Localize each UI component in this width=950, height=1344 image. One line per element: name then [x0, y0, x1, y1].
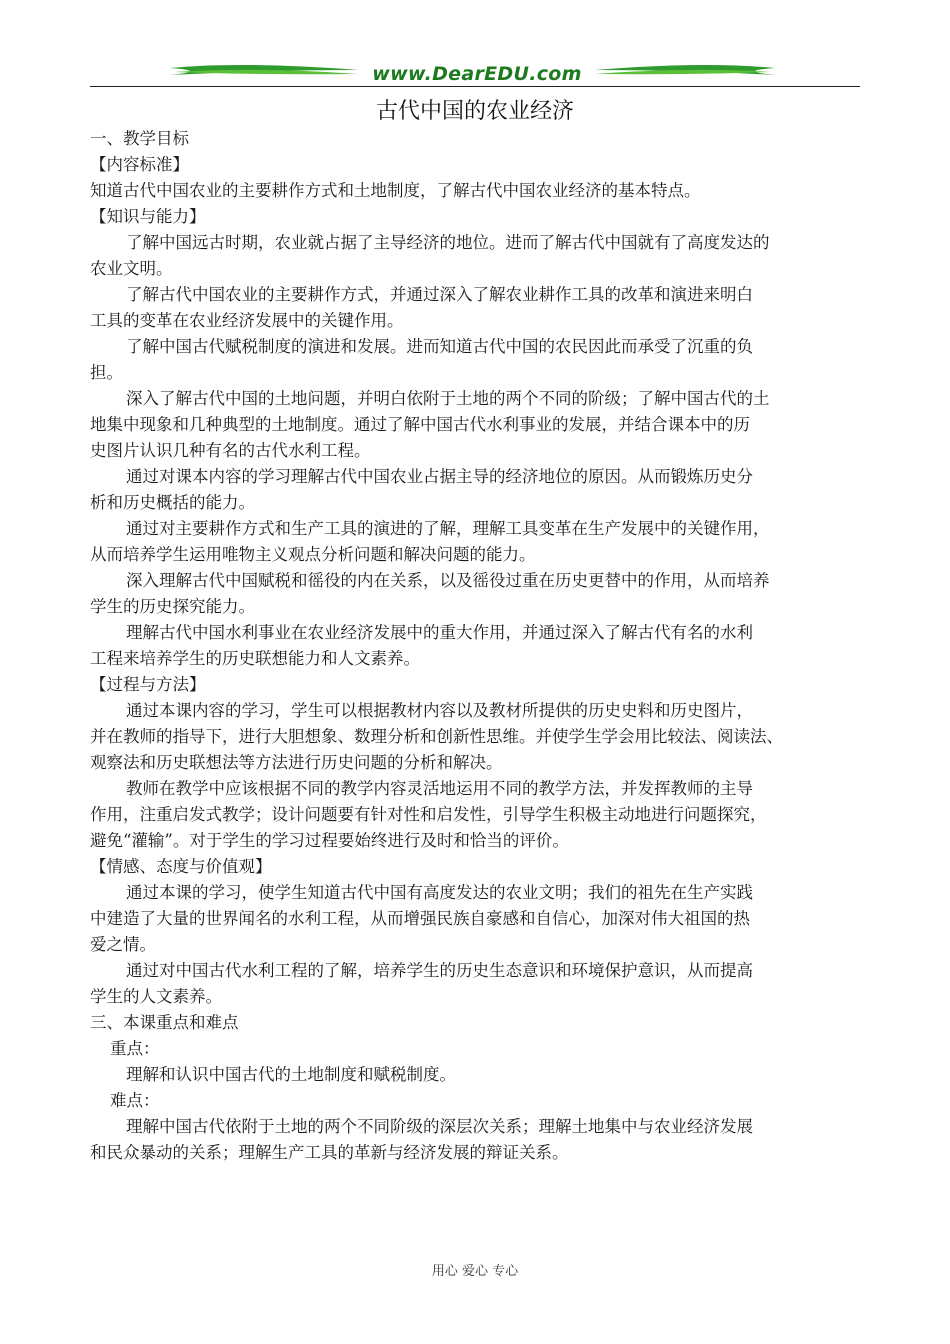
paragraph-line: 理解古代中国水利事业在农业经济发展中的重大作用，并通过深入了解古代有名的水利 [126, 623, 753, 642]
body-line: 农业文明。 [90, 259, 173, 278]
body-line: 爱之情。 [90, 935, 156, 954]
body-line: 工程来培养学生的历史联想能力和人文素养。 [90, 649, 420, 668]
difficulty-label: 难点： [110, 1091, 160, 1110]
body-line: 避免“灌输”。对于学生的学习过程要始终进行及时和恰当的评价。 [90, 831, 569, 850]
subsection-heading: 【内容标准】 [90, 155, 189, 174]
body-line: 析和历史概括的能力。 [90, 493, 255, 512]
body-line: 知道古代中国农业的主要耕作方式和土地制度，了解古代中国农业经济的基本特点。 [90, 181, 701, 200]
paragraph-line: 通过本课内容的学习，学生可以根据教材内容以及教材所提供的历史史料和历史图片， [126, 701, 753, 720]
document-body [90, 126, 860, 1166]
section-heading: 一、教学目标 [90, 129, 189, 148]
body-line: 担。 [90, 363, 123, 382]
body-line: 工具的变革在农业经济发展中的关键作用。 [90, 311, 404, 330]
body-line: 学生的历史探究能力。 [90, 597, 255, 616]
body-line: 学生的人文素养。 [90, 987, 222, 1006]
paragraph-line: 了解中国远古时期，农业就占据了主导经济的地位。进而了解古代中国就有了高度发达的 [126, 233, 770, 252]
key-point-label: 重点： [110, 1039, 160, 1058]
paragraph-line: 深入理解古代中国赋税和徭役的内在关系，以及徭役过重在历史更替中的作用，从而培养 [126, 571, 770, 590]
subsection-heading: 【知识与能力】 [90, 207, 206, 226]
body-line: 史图片认识几种有名的古代水利工程。 [90, 441, 371, 460]
paragraph-line: 通过对课本内容的学习理解古代中国农业占据主导的经济地位的原因。从而锻炼历史分 [126, 467, 753, 486]
subsection-heading: 【过程与方法】 [90, 675, 206, 694]
paragraph-line: 理解中国古代依附于土地的两个不同阶级的深层次关系；理解土地集中与农业经济发展 [126, 1117, 753, 1136]
paragraph-line: 了解中国古代赋税制度的演进和发展。进而知道古代中国的农民因此而承受了沉重的负 [126, 337, 753, 356]
body-line: 地集中现象和几种典型的土地制度。通过了解中国古代水利事业的发展，并结合课本中的历 [90, 415, 750, 434]
section-heading: 三、本课重点和难点 [90, 1013, 239, 1032]
subsection-heading: 【情感、态度与价值观】 [90, 857, 272, 876]
paragraph-line: 教师在教学中应该根据不同的教学内容灵活地运用不同的教学方法，并发挥教师的主导 [126, 779, 753, 798]
body-line: 中建造了大量的世界闻名的水利工程，从而增强民族自豪感和自信心，加深对伟大祖国的热 [90, 909, 750, 928]
body-line: 并在教师的指导下，进行大胆想象、数理分析和创新性思维。并使学生学会用比较法、阅读法、 [90, 727, 783, 746]
header-logo-text: www.DearEDU.com [372, 63, 582, 85]
page-footer: 用心 爱心 专心 [431, 1264, 519, 1279]
paragraph-line: 深入了解古代中国的土地问题，并明白依附于土地的两个不同的阶级；了解中国古代的土 [126, 389, 770, 408]
body-line: 和民众暴动的关系；理解生产工具的革新与经济发展的辩证关系。 [90, 1143, 569, 1162]
body-line: 作用，注重启发式教学；设计问题要有针对性和启发性，引导学生积极主动地进行问题探究， [90, 805, 767, 824]
paragraph-line: 了解古代中国农业的主要耕作方式，并通过深入了解农业耕作工具的改革和演进来明白 [126, 285, 753, 304]
paragraph-line: 通过本课的学习，使学生知道古代中国有高度发达的农业文明；我们的祖先在生产实践 [126, 883, 753, 902]
paragraph-line: 通过对中国古代水利工程的了解，培养学生的历史生态意识和环境保护意识，从而提高 [126, 961, 753, 980]
page-header [90, 58, 860, 92]
document-title: 古代中国的农业经济 [375, 99, 574, 124]
body-line: 观察法和历史联想法等方法进行历史问题的分析和解决。 [90, 753, 503, 772]
paragraph-line: 理解和认识中国古代的土地制度和赋税制度。 [126, 1065, 456, 1084]
paragraph-line: 通过对主要耕作方式和生产工具的演进的了解，理解工具变革在生产发展中的关键作用， [126, 519, 770, 538]
body-line: 从而培养学生运用唯物主义观点分析问题和解决问题的能力。 [90, 545, 536, 564]
header-divider [90, 86, 860, 87]
